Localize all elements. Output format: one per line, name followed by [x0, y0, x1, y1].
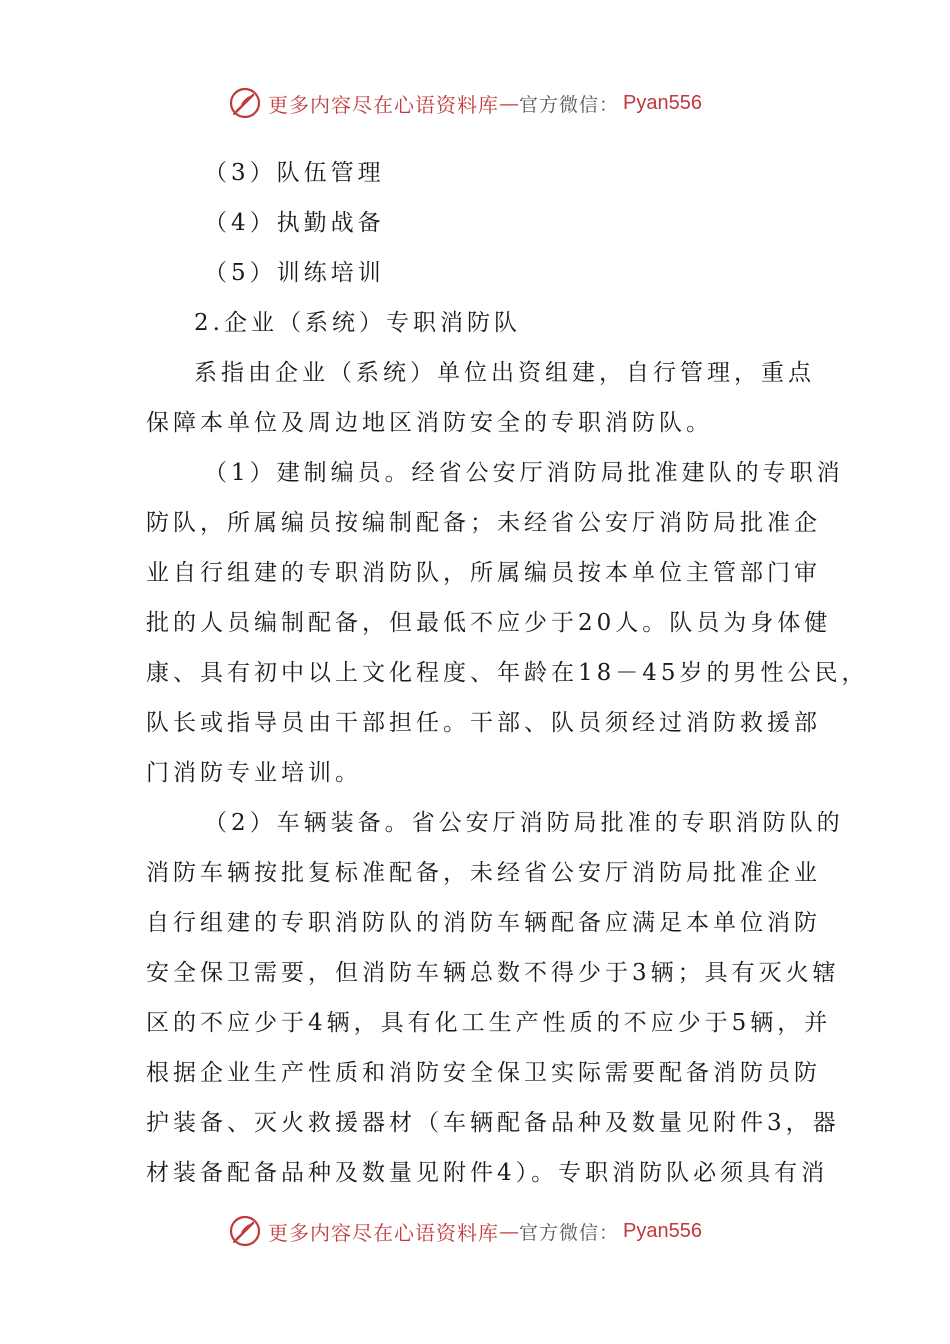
- paragraph-line: 根据企业生产性质和消防安全保卫实际需要配备消防员防: [146, 1060, 821, 1086]
- document-body: [146, 148, 869, 1198]
- paragraph-line: （2）车辆装备。省公安厅消防局批准的专职消防队的: [204, 810, 844, 836]
- list-item: （4）执勤战备: [204, 210, 385, 236]
- paragraph-line: 防队，所属编员按编制配备；未经省公安厅消防局批准企: [146, 510, 821, 536]
- section-heading: 2.企业（系统）专职消防队: [194, 310, 521, 336]
- list-item: （5）训练培训: [204, 260, 385, 286]
- banner-wechat-id: Pyan556: [623, 91, 702, 114]
- banner-main-text: 更多内容尽在心语资料库: [268, 1220, 499, 1245]
- paragraph-line: 门消防专业培训。: [146, 760, 362, 786]
- banner-dash: —: [499, 1219, 519, 1243]
- paragraph-line: 队长或指导员由干部担任。干部、队员须经过消防救援部: [146, 710, 821, 736]
- paragraph-line: 保障本单位及周边地区消防安全的专职消防队。: [146, 410, 713, 436]
- paragraph-line: 自行组建的专职消防队的消防车辆配备应满足本单位消防: [146, 910, 821, 936]
- banner-label: 官方微信：: [519, 93, 620, 116]
- paragraph-line: （1）建制编员。经省公安厅消防局批准建队的专职消: [204, 460, 844, 486]
- banner-label: 官方微信：: [519, 1221, 620, 1244]
- banner-wechat-id: Pyan556: [623, 1219, 702, 1242]
- paragraph-line: 批的人员编制配备，但最低不应少于20人。队员为身体健: [146, 610, 832, 636]
- header-banner: [228, 83, 748, 123]
- paragraph-line: 康、具有初中以上文化程度、年龄在18－45岁的男性公民，: [146, 660, 869, 686]
- banner-dash: —: [499, 91, 519, 115]
- paragraph-line: 安全保卫需要，但消防车辆总数不得少于3辆；具有灭火辖: [146, 960, 840, 986]
- paragraph-line: 区的不应少于4辆，具有化工生产性质的不应少于5辆，并: [146, 1010, 832, 1036]
- list-item: （3）队伍管理: [204, 160, 385, 186]
- paragraph-line: 业自行组建的专职消防队，所属编员按本单位主管部门审: [146, 560, 821, 586]
- quill-logo-icon: [228, 86, 262, 120]
- footer-banner: [228, 1211, 748, 1251]
- paragraph-line: 材装备配备品种及数量见附件4）。专职消防队必须具有消: [146, 1160, 829, 1186]
- banner-main-text: 更多内容尽在心语资料库: [268, 92, 499, 117]
- paragraph-line: 系指由企业（系统）单位出资组建，自行管理，重点: [194, 360, 815, 386]
- quill-logo-icon: [228, 1214, 262, 1248]
- paragraph-line: 消防车辆按批复标准配备，未经省公安厅消防局批准企业: [146, 860, 821, 886]
- paragraph-line: 护装备、灭火救援器材（车辆配备品种及数量见附件3，器: [146, 1110, 840, 1136]
